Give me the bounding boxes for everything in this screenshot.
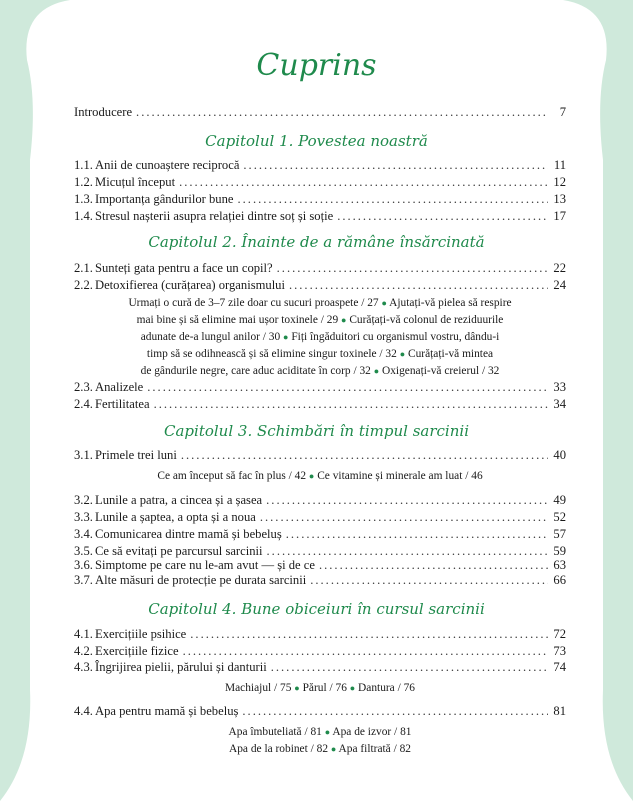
toc-page: 81 [553,704,566,718]
toc-label: Lunile a patra, a cincea și a șasea [95,493,263,507]
toc-label: Îngrijirea pielii, părului și danturii [95,660,267,674]
toc-label: Analizele [95,380,144,394]
subsection-list [90,468,550,485]
toc-page: 73 [553,644,566,658]
toc-label: Stresul nașterii asupra relației dintre soț și soție [95,209,334,223]
toc-label: Detoxifierea (curățarea) organismului [95,278,285,292]
chapter-heading: Capitolul 1. Povestea noastră [205,132,428,150]
toc-page: 11 [553,158,566,172]
bullet-icon: ● [294,683,300,693]
subsection-entry[interactable]: Părul / 76 [302,682,347,694]
toc-label: Apa pentru mamă și bebeluș [95,704,239,718]
subsection-entry[interactable]: Dantura / 76 [358,682,415,694]
toc-row[interactable] [74,174,566,190]
toc-page: 72 [553,627,566,641]
toc-row[interactable] [74,643,566,659]
subsection-list [90,295,550,380]
bullet-icon: ● [341,315,347,325]
chapter-heading: Capitolul 4. Bune obiceiuri în cursul sarcinii [148,600,485,618]
dot-leader [289,277,548,293]
subsection-entry[interactable]: Apa de la robinet / 82 [229,743,329,755]
subsection-entry[interactable]: adunate de-a lungul anilor / 30 [140,331,281,343]
toc-number: 4.4. [74,704,93,718]
toc-label: Importanța gândurilor bune [95,192,234,206]
bullet-icon: ● [349,683,356,693]
dot-leader [190,626,548,642]
toc-page: 34 [553,397,566,411]
subsection-entry[interactable]: Curățați-vă colonul de reziduurile [349,314,504,326]
bullet-icon: ● [381,298,387,308]
subsection-list [90,724,550,758]
subsection-entry[interactable]: de gândurile negre, care aduc aciditate în corp / 32 [140,365,371,377]
toc-page: 49 [553,493,566,507]
toc-number: 4.2. [74,644,93,658]
dot-leader [183,643,548,659]
dot-leader [242,703,548,719]
toc-row[interactable] [74,260,566,276]
dot-leader [238,191,549,207]
subsection-entry[interactable]: Apa îmbuteliată / 81 [228,726,322,738]
toc-number: 3.3. [74,510,93,524]
bullet-icon: ● [373,366,380,376]
subsection-entry[interactable]: Apa de izvor / 81 [332,726,412,738]
toc-label: Anii de cunoaștere reciprocă [95,158,240,172]
toc-number: 1.4. [74,209,93,223]
subsection-entry[interactable]: Ce vitamine și minerale am luat / 46 [317,470,483,482]
dot-leader [243,157,548,173]
toc-number: 3.5. [74,544,93,558]
toc-page: 7 [559,105,566,119]
subsection-entry[interactable]: Ajutați-vă pielea să respire [389,297,512,309]
toc-number: 3.4. [74,527,93,541]
toc-page: 24 [553,278,566,292]
subsection-entry[interactable]: Apa filtrată / 82 [338,743,411,755]
toc-page: 33 [553,380,566,394]
toc-row[interactable] [74,526,566,542]
toc-label: Micuțul început [95,175,176,189]
subsection-entry[interactable]: timp să se odihnească și să elimine singur toxinele / 32 [146,348,397,360]
dot-leader [147,379,548,395]
toc-label: Exercițiile psihice [95,627,187,641]
toc-number: 2.3. [74,380,93,394]
subsection-entry[interactable]: mai bine și să elimine mai ușor toxinele / 29 [136,314,339,326]
toc-row-intro[interactable] [74,104,566,120]
bullet-icon: ● [308,471,315,481]
toc-page: 40 [553,448,566,462]
subsection-entry[interactable]: Urmați o cură de 3–7 zile doar cu sucuri proaspete / 27 [128,297,379,309]
dot-leader [337,208,548,224]
toc-row[interactable] [74,157,566,173]
dot-leader [179,174,548,190]
dot-leader [286,526,548,542]
toc-label: Lunile a șaptea, a opta și a noua [95,510,256,524]
toc-label: Alte măsuri de protecție pe durata sarcinii [95,573,307,587]
toc-page: 57 [553,527,566,541]
toc-number: 1.3. [74,192,93,206]
dot-leader [266,492,548,508]
toc-label: Comunicarea dintre mamă și bebeluș [95,527,282,541]
toc-page: 22 [553,261,566,275]
toc-row[interactable] [74,447,566,463]
dot-leader [319,557,548,573]
toc-page: 12 [553,175,566,189]
subsection-entry[interactable]: Curățați-vă mintea [407,348,494,360]
chapter-heading: Capitolul 2. Înainte de a rămâne însărcinată [148,233,485,251]
bullet-icon: ● [330,744,337,754]
toc-number: 2.4. [74,397,93,411]
toc-number: 1.2. [74,175,93,189]
subsection-list [90,680,550,697]
toc-row[interactable] [74,277,566,293]
toc-row[interactable] [74,379,566,395]
subsection-entry[interactable]: Ce am început să fac în plus / 42 [157,470,307,482]
toc-page: 66 [553,573,566,587]
toc-row[interactable] [74,492,566,508]
dot-leader [277,260,548,276]
toc-label: Primele trei luni [95,448,177,462]
bullet-icon: ● [283,332,289,342]
toc-label: Exercițiile fizice [95,644,179,658]
bullet-icon: ● [324,727,331,737]
toc-page: 63 [553,558,566,572]
toc-label: Fertilitatea [95,397,150,411]
toc-page: 59 [553,544,566,558]
toc-label: Simptome pe care nu le-am avut — și de ce [95,558,315,572]
toc-row[interactable] [74,572,566,588]
toc-number: 3.7. [74,573,93,587]
toc-page: 52 [553,510,566,524]
dot-leader [260,509,548,525]
toc-label: Introducere [74,105,133,119]
toc-number: 1.1. [74,158,93,172]
toc-number: 4.3. [74,660,93,674]
toc-number: 2.1. [74,261,93,275]
toc-number: 3.6. [74,558,93,572]
toc-row[interactable] [74,626,566,642]
toc-row[interactable] [74,557,566,573]
dot-leader [181,447,548,463]
toc-row[interactable] [74,396,566,412]
subsection-entry[interactable]: Machiajul / 75 [225,682,292,694]
dot-leader [271,659,548,675]
toc-page: 74 [553,660,566,674]
toc-row[interactable] [74,703,566,719]
toc-number: 3.1. [74,448,93,462]
toc-number: 2.2. [74,278,93,292]
toc-number: 4.1. [74,627,93,641]
dot-leader [136,104,548,120]
toc-row[interactable] [74,509,566,525]
bullet-icon: ● [399,349,406,359]
subsection-entry[interactable]: Fiți îngăduitori cu organismul vostru, dându-i [291,331,500,343]
toc-number: 3.2. [74,493,93,507]
dot-leader [310,572,548,588]
toc-row[interactable] [74,659,566,675]
toc-row[interactable] [74,208,566,224]
page-title: Cuprins [256,48,377,83]
toc-row[interactable] [74,191,566,207]
dot-leader [154,396,548,412]
chapter-heading: Capitolul 3. Schimbări în timpul sarcinii [164,422,469,440]
toc-label: Ce să evitați pe parcursul sarcinii [95,544,263,558]
subsection-entry[interactable]: Oxigenați-vă creierul / 32 [382,365,500,377]
toc-label: Sunteți gata pentru a face un copil? [95,261,273,275]
toc-page: 13 [553,192,566,206]
toc-page: 17 [553,209,566,223]
